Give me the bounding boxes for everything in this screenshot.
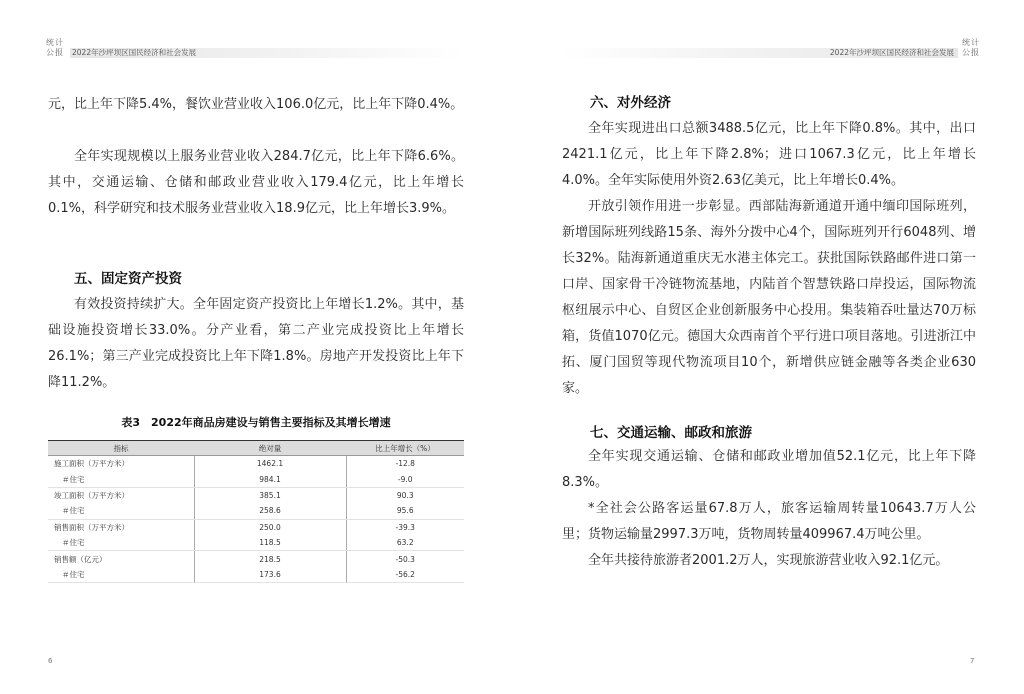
table-cell-indicator: ＃住宅	[48, 535, 194, 551]
header-logo: 统计公报	[962, 38, 980, 57]
paragraph-tourism: 全年共接待旅游者2001.2万人，实现旅游营业收入92.1亿元。	[588, 553, 949, 568]
table-caption: 表3 2022年商品房建设与销售主要指标及其增长增速	[121, 416, 391, 429]
table-header-indicator: 指标	[48, 441, 194, 456]
table-cell-growth: 63.2	[346, 535, 464, 551]
table-cell-growth: -12.8	[395, 459, 415, 469]
running-header-right	[560, 38, 980, 60]
table-cell-value: 250.0	[194, 519, 346, 535]
running-header-left	[46, 38, 466, 60]
table-cell-value: 385.1	[194, 487, 346, 503]
table-row	[48, 456, 464, 472]
table-header-row	[48, 441, 464, 456]
header-logo: 统计公报	[46, 38, 64, 57]
table-cell-indicator: 销售面积（万平方米）	[54, 522, 129, 532]
paragraph-transport-value: 全年实现交通运输、仓储和邮政业增加值52.1亿元，比上年下降8.3%。	[562, 449, 976, 490]
table-cell-value: 1462.1	[194, 456, 346, 472]
table-cell-growth: 95.6	[346, 503, 464, 519]
page-number-left: 6	[48, 657, 53, 665]
paragraph-investment: 有效投资持续扩大。全年固定资产投资比上年增长1.2%。其中，基础设施投资增长33.0%。分产业看，第二产业完成投资比上年增长26.1%；第三产业完成投资比上年下降1.8%。房地产开发投资比上年下降11.2%。	[48, 297, 464, 390]
table-row	[48, 567, 464, 583]
table-cell-growth: -56.2	[346, 567, 464, 583]
table-cell-indicator: ＃住宅	[48, 471, 194, 487]
table-header-value: 绝对量	[194, 441, 346, 456]
table-cell-indicator: 销售额（亿元）	[54, 554, 107, 564]
table-cell-value: 258.6	[194, 503, 346, 519]
table-row	[48, 519, 464, 535]
real-estate-table	[48, 440, 464, 583]
paragraph-services: 全年实现规模以上服务业营业收入284.7亿元，比上年下降6.6%。其中，交通运输、仓储和邮政业营业收入179.4亿元，比上年增长0.1%，科学研究和技术服务业营业收入18.9亿元，比上年增长3.9%。	[48, 149, 464, 216]
page-number-right: 7	[970, 657, 975, 665]
table-cell-value: 118.5	[194, 535, 346, 551]
header-title: 2022年沙坪坝区国民经济和社会发展	[70, 48, 466, 58]
table-row	[48, 503, 464, 519]
table-header-growth: 比上年增长（%）	[346, 441, 464, 456]
table-cell-indicator: ＃住宅	[48, 567, 194, 583]
table-cell-growth: -39.3	[395, 522, 415, 532]
table-row	[48, 471, 464, 487]
table-cell-growth: 90.3	[396, 490, 414, 500]
paragraph-freight: *全社会公路客运量67.8万人，旅客运输周转量10643.7万人公里；货物运输量2997.3万吨，货物周转量409967.4万吨公里。	[562, 501, 976, 542]
table-cell-growth: -9.0	[346, 471, 464, 487]
table-row	[48, 535, 464, 551]
table-cell-indicator: 施工面积（万平方米）	[54, 459, 129, 469]
paragraph-trade: 全年实现进出口总额3488.5亿元，比上年下降0.8%。其中，出口2421.1亿元，比上年下降2.8%；进口1067.3亿元，比上年增长4.0%。全年实际使用外资2.63亿美元，比上年增长0.4%。	[562, 121, 976, 188]
section-heading-foreign-economy: 六、对外经济	[590, 95, 671, 111]
header-title: 2022年沙坪坝区国民经济和社会发展	[560, 48, 958, 58]
table-cell-growth: -50.3	[395, 554, 415, 564]
table-cell-value: 173.6	[194, 567, 346, 583]
table-row	[48, 551, 464, 567]
table-cell-value: 218.5	[194, 551, 346, 567]
section-heading-fixed-investment: 五、固定资产投资	[74, 271, 182, 287]
table-cell-indicator: 竣工面积（万平方米）	[54, 490, 129, 500]
table-cell-indicator: ＃住宅	[48, 503, 194, 519]
section-heading-transport: 七、交通运输、邮政和旅游	[590, 425, 752, 441]
table-row	[48, 487, 464, 503]
paragraph-opening: 开放引领作用进一步彰显。西部陆海新通道开通中缅印国际班列，新增国际班列线路15条、海外分拨中心4个，国际班列开行6048列、增长32%。陆海新通道重庆无水港主体完工。获批国际铁路邮件进口第一口岸、国家骨干冷链物流基地，内陆首个智慧铁路口岸投运，国际物流枢纽展示中心、自贸区企业创新服务中心投用。集装箱吞吐量达70万标箱，货值1070亿元。德国大众西南首个平行进口项目落地。引进浙江中拓、厦门国贸等现代物流项目10个，新增供应链金融等各类企业630家。	[562, 199, 976, 396]
table-cell-value: 984.1	[194, 471, 346, 487]
paragraph-catering: 元，比上年下降5.4%，餐饮业营业收入106.0亿元，比上年下降0.4%。	[48, 97, 464, 112]
